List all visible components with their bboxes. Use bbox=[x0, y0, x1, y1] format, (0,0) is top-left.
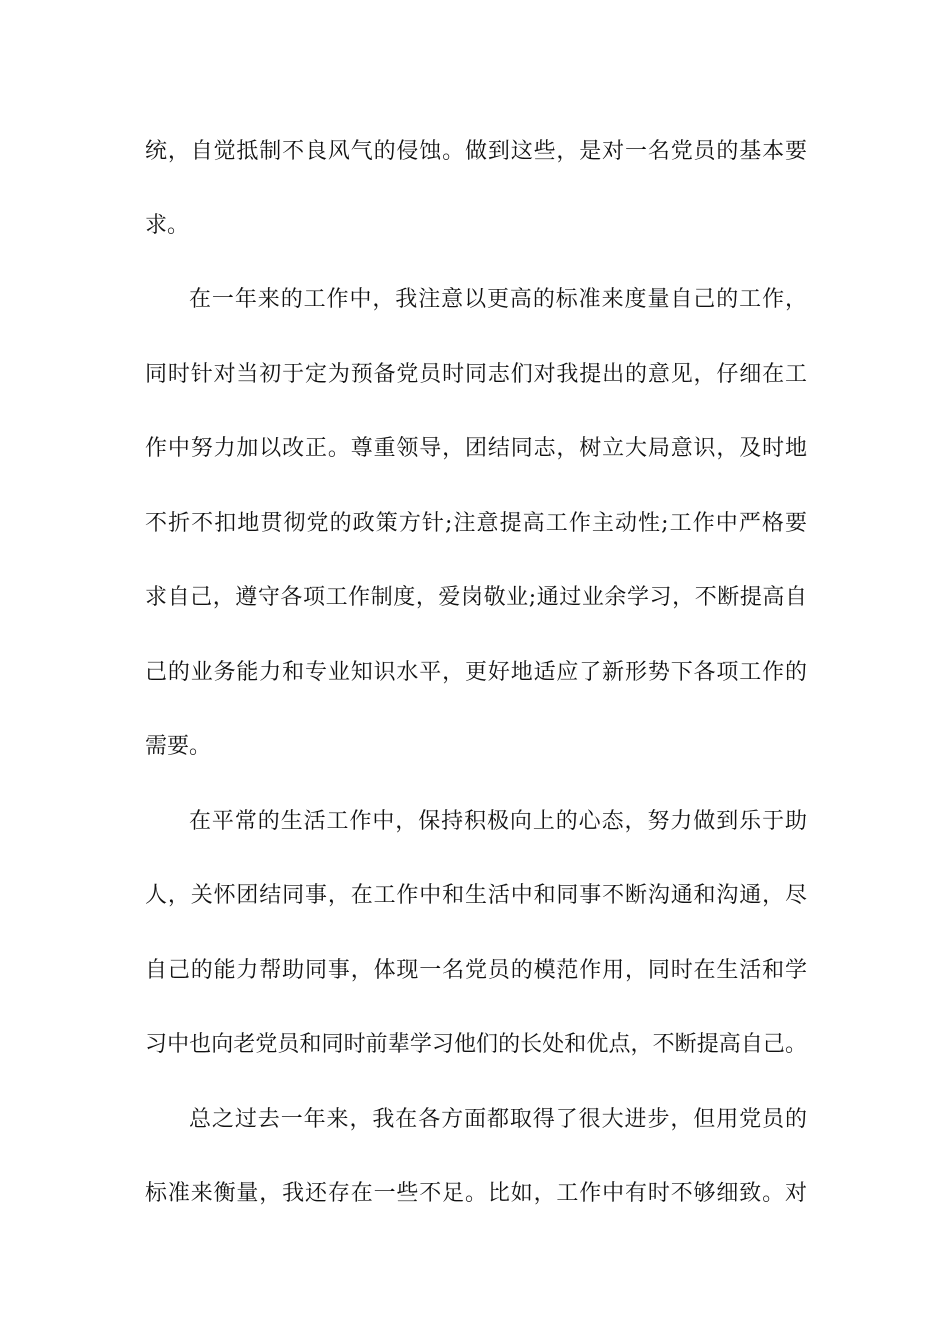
paragraph-line: 需要。 bbox=[145, 734, 212, 759]
paragraph-line: 不折不扣地贯彻党的政策方针;注意提高工作主动性;工作中严格要 bbox=[145, 511, 807, 536]
paragraph-line: 人，关怀团结同事，在工作中和生活中和同事不断沟通和沟通，尽 bbox=[145, 883, 807, 908]
paragraph-line: 求。 bbox=[145, 213, 190, 238]
paragraph-line: 作中努力加以改正。尊重领导，团结同志，树立大局意识，及时地 bbox=[145, 436, 807, 461]
paragraph-line: 总之过去一年来，我在各方面都取得了很大进步，但用党员的 bbox=[189, 1107, 807, 1132]
paragraph-line: 自己的能力帮助同事，体现一名党员的模范作用，同时在生活和学 bbox=[145, 958, 807, 983]
paragraph-line: 同时针对当初于定为预备党员时同志们对我提出的意见，仔细在工 bbox=[145, 362, 807, 387]
paragraph-line: 统，自觉抵制不良风气的侵蚀。做到这些，是对一名党员的基本要 bbox=[145, 139, 807, 164]
paragraph-line: 在一年来的工作中，我注意以更高的标准来度量自己的工作， bbox=[189, 287, 807, 312]
paragraph-line: 在平常的生活工作中，保持积极向上的心态，努力做到乐于助 bbox=[189, 809, 807, 834]
paragraph-line: 己的业务能力和专业知识水平，更好地适应了新形势下各项工作的 bbox=[145, 660, 807, 685]
paragraph-line: 习中也向老党员和同时前辈学习他们的长处和优点，不断提高自己。 bbox=[145, 1032, 807, 1057]
paragraph-line: 求自己，遵守各项工作制度，爱岗敬业;通过业余学习，不断提高自 bbox=[145, 585, 807, 610]
paragraph-line: 标准来衡量，我还存在一些不足。比如，工作中有时不够细致。对 bbox=[145, 1181, 807, 1206]
